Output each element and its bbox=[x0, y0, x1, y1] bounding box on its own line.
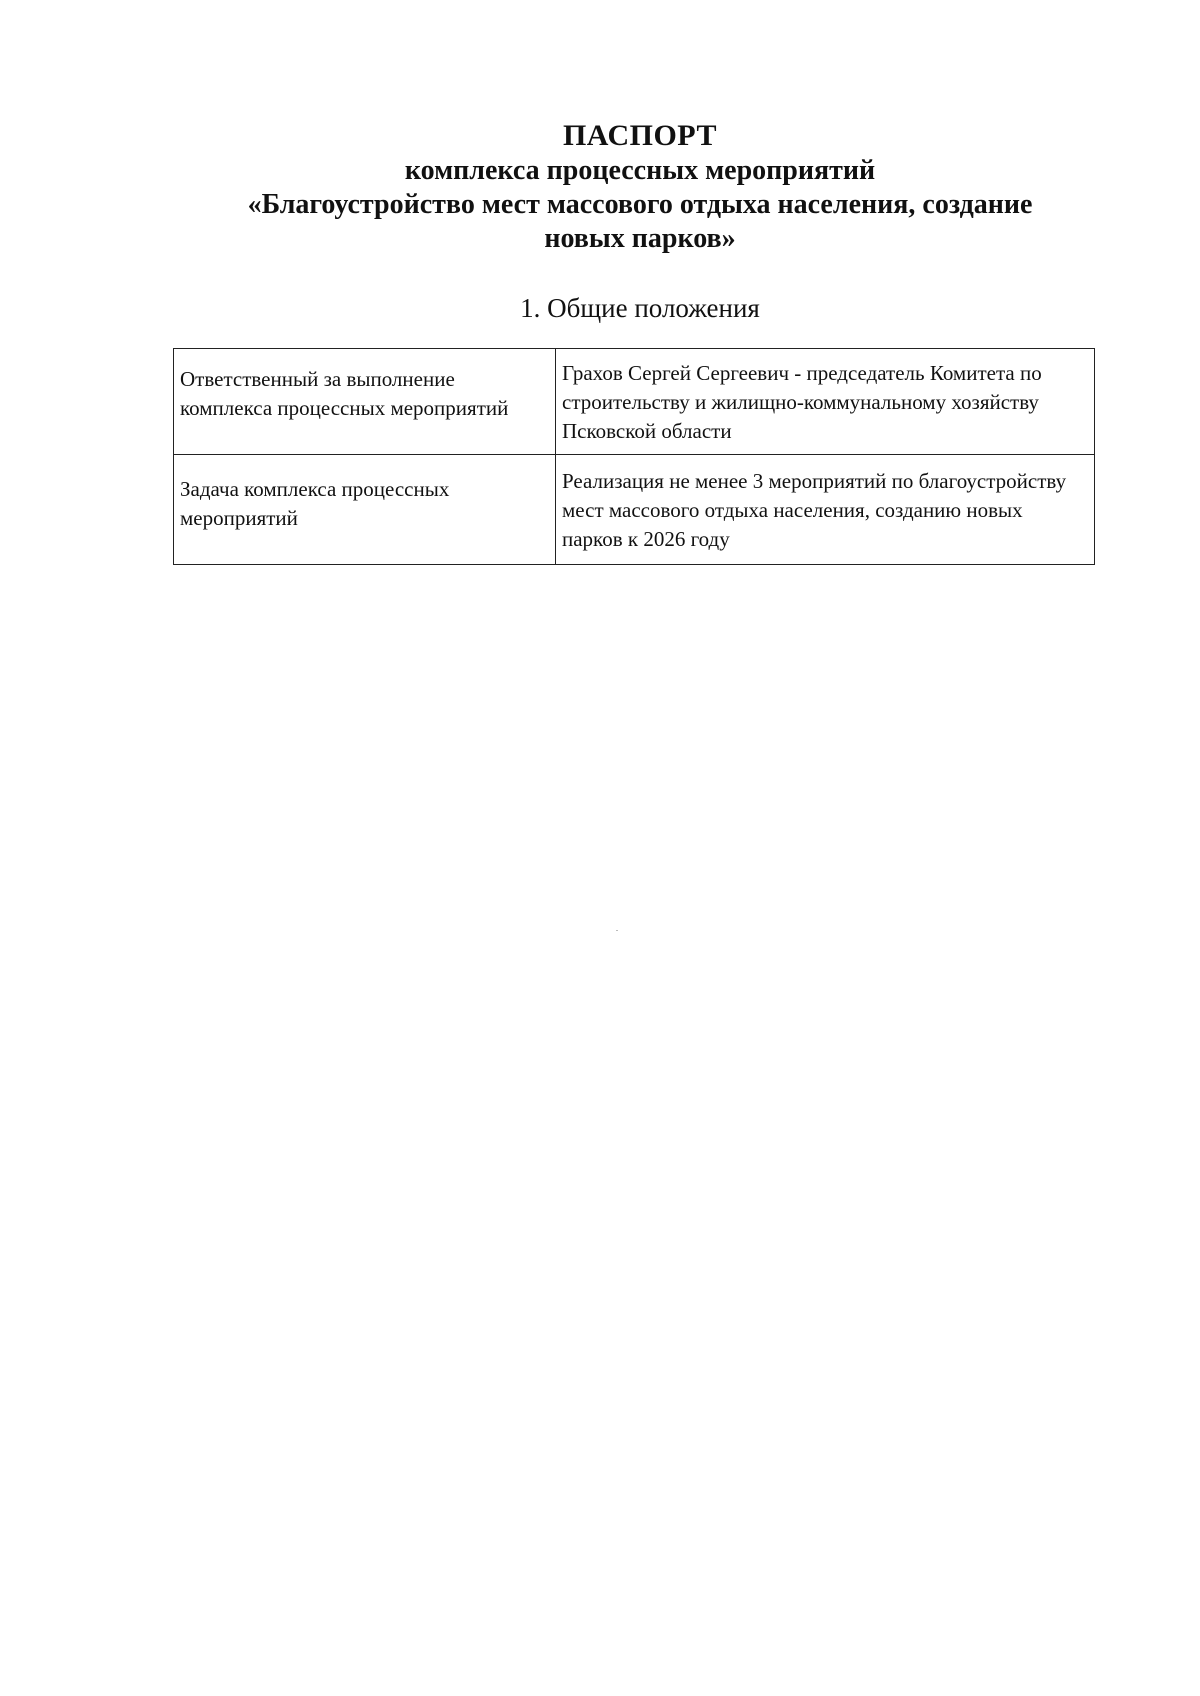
document-name-line-2: новых парков» bbox=[544, 223, 736, 254]
title-block bbox=[160, 118, 1120, 256]
table-row bbox=[174, 455, 1095, 565]
document-subtitle: комплекса процессных мероприятий bbox=[404, 155, 876, 186]
table-cell-value: Реализация не менее 3 мероприятий по благоустройству мест массового отдыха населения, созданию новых парков к 2026 году bbox=[556, 455, 1095, 565]
section-heading: 1. Общие положения bbox=[520, 293, 760, 323]
scan-artifact bbox=[616, 930, 618, 931]
general-provisions-table bbox=[173, 348, 1095, 565]
table-row bbox=[174, 349, 1095, 455]
table-cell-label: Задача комплекса процессных мероприятий bbox=[174, 455, 556, 565]
table-cell-label: Ответственный за выполнение комплекса процессных мероприятий bbox=[174, 349, 556, 455]
table-cell-value: Грахов Сергей Сергеевич - председатель Комитета по строительству и жилищно-коммунальному хозяйству Псковской области bbox=[556, 349, 1095, 455]
document-title: ПАСПОРТ bbox=[562, 119, 718, 152]
document-name-line-1: «Благоустройство мест массового отдыха населения, создание bbox=[247, 189, 1033, 220]
